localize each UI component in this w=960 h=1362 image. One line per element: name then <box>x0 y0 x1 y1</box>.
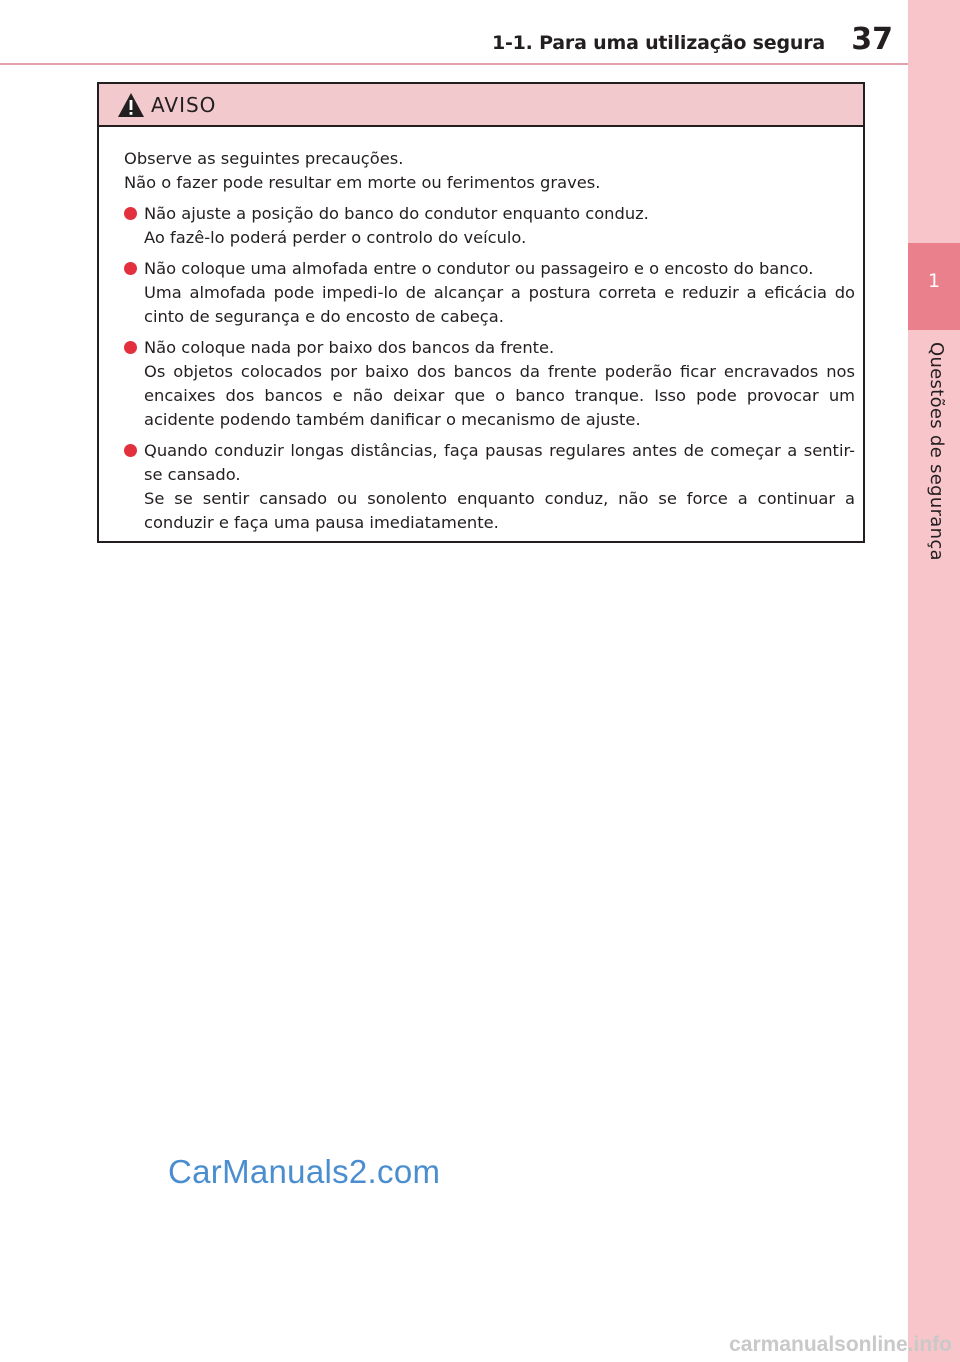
red-dot-bullet-icon <box>124 262 137 275</box>
page-number: 37 <box>851 22 893 57</box>
warning-list <box>124 202 855 535</box>
warning-item-line: Quando conduzir longas distâncias, faça pausas regulares antes de começar a sentir-se cansado. <box>144 441 855 484</box>
warning-body <box>99 127 863 535</box>
red-dot-bullet-icon <box>124 207 137 220</box>
chapter-number: 1 <box>927 270 941 292</box>
warning-item-line: Não ajuste a posição do banco do condutor enquanto conduz. <box>144 204 649 223</box>
warning-item-line: Ao fazê-lo poderá perder o controlo do veículo. <box>144 228 527 247</box>
warning-label: AVISO <box>151 92 217 117</box>
warning-intro-line: Observe as seguintes precauções. <box>124 149 404 168</box>
warning-item-line: Se se sentir cansado ou sonolento enquanto conduz, não se force a continuar a conduzir e faça uma pausa imediatamente. <box>144 489 855 532</box>
warning-list-item <box>124 439 855 535</box>
warning-item-line: Não coloque uma almofada entre o condutor ou passageiro e o encosto do banco. <box>144 259 814 278</box>
red-dot-bullet-icon <box>124 341 137 354</box>
warning-item-line: Uma almofada pode impedi-lo de alcançar a postura correta e reduzir a eficácia do cinto de segurança e do encosto de cabeça. <box>144 283 855 326</box>
warning-list-item <box>124 257 855 329</box>
warning-header <box>99 84 863 127</box>
watermark-carmanuals2[interactable]: CarManuals2.com <box>168 1153 441 1190</box>
warning-item-line: Não coloque nada por baixo dos bancos da frente. <box>144 338 555 357</box>
side-chapter-tab <box>908 0 960 1362</box>
warning-triangle-icon <box>117 92 145 118</box>
watermark-footer[interactable]: carmanualsonline.info <box>729 1333 952 1356</box>
warning-item-line: Os objetos colocados por baixo dos bancos da frente poderão ficar encravados nos encaixes dos bancos e não deixar que o banco tranque. Isso pode provocar um acidente podendo também danificar o mecanismo de ajuste. <box>144 362 855 429</box>
chapter-title: Questões de segurança <box>926 342 947 561</box>
warning-intro-line: Não o fazer pode resultar em morte ou ferimentos graves. <box>124 173 601 192</box>
warning-box <box>97 82 865 543</box>
red-dot-bullet-icon <box>124 444 137 457</box>
warning-list-item <box>124 202 855 250</box>
section-title: 1-1. Para uma utilização segura <box>491 32 825 54</box>
header-divider <box>0 63 908 65</box>
warning-list-item <box>124 336 855 432</box>
